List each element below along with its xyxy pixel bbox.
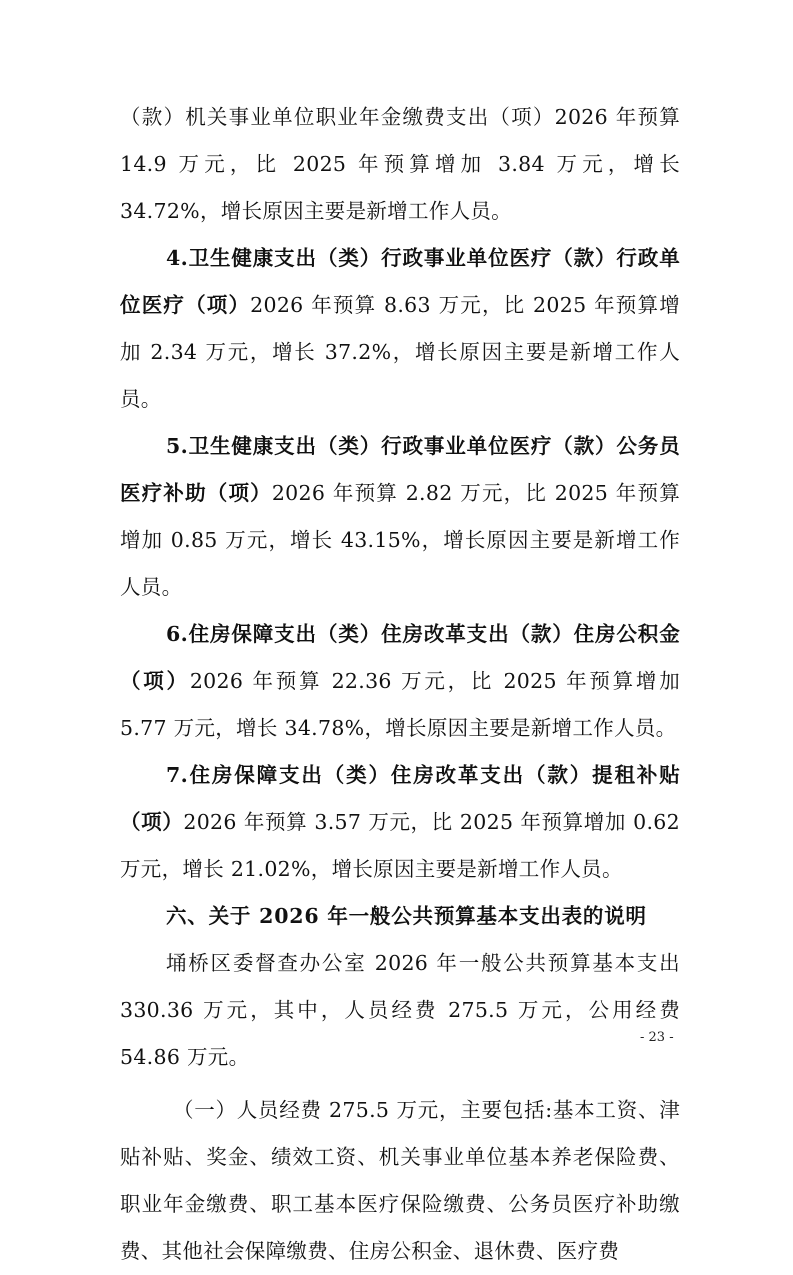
paragraph-text: 2026 年预算 8.63 万元，比 2025 年预算增加 2.34 万元，增长 37.2%，增长原因主要是新增工作人员。 [120, 293, 680, 411]
paragraph-text: 2026 年预算 22.36 万元，比 2025 年预算增加 5.77 万元，增长 34.78%，增长原因主要是新增工作人员。 [120, 669, 680, 740]
paragraph-item-4 [120, 235, 680, 423]
paragraph-summary: 埇桥区委督查办公室 2026 年一般公共预算基本支出 330.36 万元，其中，人员经费 275.5 万元，公用经费 54.86 万元。 [120, 951, 680, 1069]
paragraph-text: 2026 年预算 3.57 万元，比 2025 年预算增加 0.62 万元，增长 21.02%，增长原因主要是新增工作人员。 [120, 810, 680, 881]
page-number-text: - 23 - [640, 1030, 674, 1045]
paragraph-text: （款）机关事业单位职业年金缴费支出（项）2026 年预算 14.9 万元，比 2025 年预算增加 3.84 万元，增长 34.72%，增长原因主要是新增工作人员。 [120, 105, 680, 223]
paragraph-pension-continuation [120, 94, 680, 235]
section-heading: 六、关于 2026 年一般公共预算基本支出表的说明 [166, 904, 647, 928]
item-heading: 5.卫生健康支出（类）行政事业单位医疗（款）公务员医疗补助（项） [120, 434, 680, 505]
paragraph-text: 2026 年预算 2.82 万元，比 2025 年预算增加 0.85 万元，增长 43.15%，增长原因主要是新增工作人员。 [120, 481, 680, 599]
item-heading: 6.住房保障支出（类）住房改革支出（款）住房公积金（项） [120, 622, 680, 693]
item-heading: 4.卫生健康支出（类）行政事业单位医疗（款）行政单位医疗（项） [120, 246, 680, 317]
item-heading: 7.住房保障支出（类）住房改革支出（款）提租补贴（项） [120, 763, 680, 834]
paragraph-personnel-expenses: （一）人员经费 275.5 万元，主要包括:基本工资、津贴补贴、奖金、绩效工资、机关事业单位基本养老保险费、职业年金缴费、职工基本医疗保险缴费、公务员医疗补助缴费、其他社会保障缴费、住房公积金、退休费、医疗费 [120, 1098, 680, 1263]
document-body [120, 94, 680, 1275]
paragraph-item-7 [120, 752, 680, 893]
paragraph-item-6 [120, 611, 680, 752]
paragraph-item-5 [120, 423, 680, 611]
